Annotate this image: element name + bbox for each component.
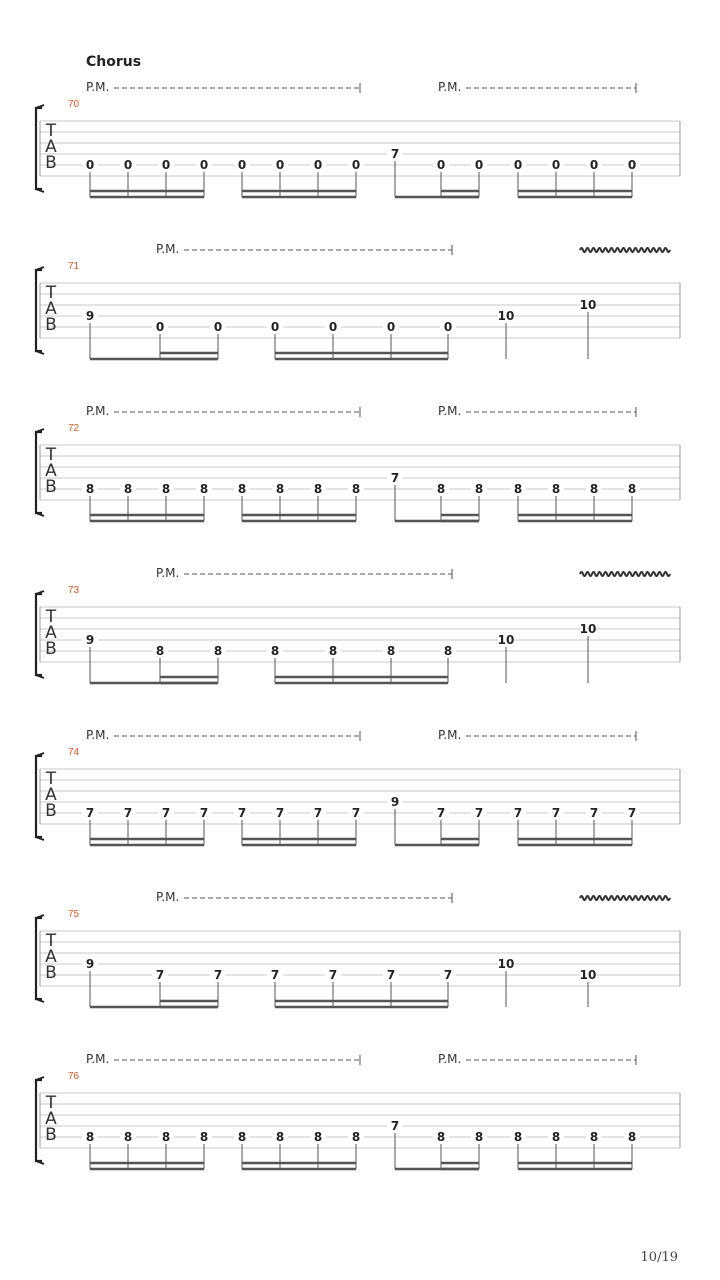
fret-number: 0 xyxy=(199,158,209,172)
fret-number: 7 xyxy=(351,806,361,820)
fret-number: 10 xyxy=(579,622,597,636)
fret-number: 0 xyxy=(213,320,223,334)
fret-number: 7 xyxy=(390,471,400,485)
fret-number: 8 xyxy=(199,1130,209,1144)
fret-number: 8 xyxy=(351,482,361,496)
fret-number: 0 xyxy=(313,158,323,172)
fret-number: 7 xyxy=(513,806,523,820)
fret-number: 7 xyxy=(436,806,446,820)
palm-mute-label: P.M. xyxy=(156,566,180,580)
system-bracket xyxy=(36,756,42,837)
fret-number: 0 xyxy=(123,158,133,172)
tab-clef-letter: A xyxy=(45,461,57,481)
fret-number: 7 xyxy=(386,968,396,982)
fret-number: 0 xyxy=(270,320,280,334)
fret-number: 9 xyxy=(85,309,95,323)
fret-number: 8 xyxy=(436,482,446,496)
fret-number: 0 xyxy=(627,158,637,172)
fret-number: 0 xyxy=(386,320,396,334)
fret-number: 8 xyxy=(123,1130,133,1144)
fret-number: 7 xyxy=(328,968,338,982)
tab-clef-letter: A xyxy=(45,623,57,643)
fret-number: 8 xyxy=(270,644,280,658)
tab-system xyxy=(36,890,680,1007)
palm-mute-label: P.M. xyxy=(86,404,110,418)
bracket-bottom-hook xyxy=(36,513,44,516)
fret-number: 0 xyxy=(443,320,453,334)
fret-number: 8 xyxy=(161,482,171,496)
system-bracket xyxy=(36,432,42,513)
tab-system xyxy=(36,242,680,359)
fret-number: 0 xyxy=(436,158,446,172)
bracket-top-hook xyxy=(36,267,44,270)
fret-number: 7 xyxy=(474,806,484,820)
vibrato-mark xyxy=(580,248,670,252)
fret-number: 8 xyxy=(627,482,637,496)
fret-number: 8 xyxy=(513,482,523,496)
tab-system xyxy=(36,566,680,683)
bracket-top-hook xyxy=(36,753,44,756)
fret-number: 8 xyxy=(589,482,599,496)
bracket-top-hook xyxy=(36,429,44,432)
bracket-bottom-hook xyxy=(36,351,44,354)
fret-number: 9 xyxy=(390,795,400,809)
palm-mute-label: P.M. xyxy=(156,890,180,904)
fret-number: 8 xyxy=(237,1130,247,1144)
fret-number: 9 xyxy=(85,957,95,971)
palm-mute-label: P.M. xyxy=(86,80,110,94)
fret-number: 7 xyxy=(390,147,400,161)
fret-number: 8 xyxy=(551,482,561,496)
tab-system xyxy=(36,80,680,197)
fret-number: 8 xyxy=(85,482,95,496)
measure-number: 73 xyxy=(68,585,80,596)
fret-number: 7 xyxy=(313,806,323,820)
fret-number: 7 xyxy=(85,806,95,820)
fret-number: 0 xyxy=(328,320,338,334)
fret-number: 7 xyxy=(589,806,599,820)
system-bracket xyxy=(36,270,42,351)
fret-number: 7 xyxy=(551,806,561,820)
fret-number: 10 xyxy=(497,957,515,971)
tab-system xyxy=(36,404,680,521)
fret-number: 0 xyxy=(85,158,95,172)
fret-number: 8 xyxy=(313,482,323,496)
tab-system xyxy=(36,1052,680,1169)
fret-number: 8 xyxy=(275,482,285,496)
palm-mute-label: P.M. xyxy=(438,728,462,742)
palm-mute-label: P.M. xyxy=(438,1052,462,1066)
tab-clef-letter: A xyxy=(45,1109,57,1129)
measure-number: 71 xyxy=(68,261,80,272)
bracket-top-hook xyxy=(36,591,44,594)
fret-number: 8 xyxy=(589,1130,599,1144)
fret-number: 7 xyxy=(161,806,171,820)
fret-number: 7 xyxy=(275,806,285,820)
palm-mute-label: P.M. xyxy=(438,80,462,94)
tab-clef-letter: A xyxy=(45,785,57,805)
tab-clef-letter: B xyxy=(45,1125,57,1145)
fret-number: 10 xyxy=(497,309,515,323)
bracket-top-hook xyxy=(36,1077,44,1080)
tab-clef-letter: T xyxy=(45,283,57,303)
tab-clef-letter: B xyxy=(45,639,57,659)
bracket-bottom-hook xyxy=(36,1161,44,1164)
tab-clef-letter: B xyxy=(45,153,57,173)
system-bracket xyxy=(36,918,42,999)
system-bracket xyxy=(36,594,42,675)
fret-number: 8 xyxy=(161,1130,171,1144)
tab-clef-letter: A xyxy=(45,137,57,157)
fret-number: 10 xyxy=(497,633,515,647)
fret-number: 8 xyxy=(443,644,453,658)
tab-clef-letter: B xyxy=(45,315,57,335)
bracket-bottom-hook xyxy=(36,675,44,678)
fret-number: 8 xyxy=(85,1130,95,1144)
fret-number: 0 xyxy=(474,158,484,172)
fret-number: 8 xyxy=(199,482,209,496)
measure-number: 74 xyxy=(68,747,80,758)
fret-number: 7 xyxy=(237,806,247,820)
tab-clef-letter: B xyxy=(45,477,57,497)
fret-number: 8 xyxy=(313,1130,323,1144)
fret-number: 8 xyxy=(436,1130,446,1144)
palm-mute-label: P.M. xyxy=(86,1052,110,1066)
fret-number: 8 xyxy=(551,1130,561,1144)
fret-number: 7 xyxy=(627,806,637,820)
tab-clef-letter: T xyxy=(45,607,57,627)
fret-number: 8 xyxy=(275,1130,285,1144)
fret-number: 0 xyxy=(551,158,561,172)
tab-clef-letter: T xyxy=(45,121,57,141)
fret-number: 10 xyxy=(579,298,597,312)
bracket-bottom-hook xyxy=(36,837,44,840)
tab-clef-letter: T xyxy=(45,769,57,789)
vibrato-mark xyxy=(580,572,670,576)
fret-number: 8 xyxy=(386,644,396,658)
fret-number: 8 xyxy=(237,482,247,496)
fret-number: 0 xyxy=(161,158,171,172)
fret-number: 10 xyxy=(579,968,597,982)
tab-clef-letter: A xyxy=(45,947,57,967)
fret-number: 8 xyxy=(513,1130,523,1144)
fret-number: 7 xyxy=(155,968,165,982)
page-number: 10/19 xyxy=(640,1250,678,1265)
tab-system xyxy=(36,728,680,845)
system-bracket xyxy=(36,108,42,189)
vibrato-mark xyxy=(580,896,670,900)
measure-number: 72 xyxy=(68,423,80,434)
fret-number: 0 xyxy=(513,158,523,172)
fret-number: 0 xyxy=(589,158,599,172)
fret-number: 9 xyxy=(85,633,95,647)
section-title: Chorus xyxy=(86,54,142,70)
fret-number: 8 xyxy=(328,644,338,658)
palm-mute-label: P.M. xyxy=(438,404,462,418)
tab-clef-letter: B xyxy=(45,801,57,821)
fret-number: 8 xyxy=(213,644,223,658)
palm-mute-label: P.M. xyxy=(86,728,110,742)
fret-number: 7 xyxy=(443,968,453,982)
bracket-bottom-hook xyxy=(36,999,44,1002)
fret-number: 8 xyxy=(123,482,133,496)
bracket-top-hook xyxy=(36,105,44,108)
fret-number: 8 xyxy=(474,482,484,496)
system-bracket xyxy=(36,1080,42,1161)
fret-number: 7 xyxy=(390,1119,400,1133)
fret-number: 8 xyxy=(155,644,165,658)
tab-clef-letter: T xyxy=(45,931,57,951)
tab-clef-letter: B xyxy=(45,963,57,983)
fret-number: 7 xyxy=(270,968,280,982)
fret-number: 0 xyxy=(237,158,247,172)
fret-number: 7 xyxy=(199,806,209,820)
fret-number: 0 xyxy=(351,158,361,172)
tab-clef-letter: T xyxy=(45,1093,57,1113)
fret-number: 7 xyxy=(123,806,133,820)
fret-number: 0 xyxy=(155,320,165,334)
tab-clef-letter: T xyxy=(45,445,57,465)
fret-number: 8 xyxy=(627,1130,637,1144)
measure-number: 75 xyxy=(68,909,80,920)
measure-number: 76 xyxy=(68,1071,80,1082)
tab-clef-letter: A xyxy=(45,299,57,319)
fret-number: 8 xyxy=(474,1130,484,1144)
fret-number: 7 xyxy=(213,968,223,982)
fret-number: 0 xyxy=(275,158,285,172)
measure-number: 70 xyxy=(68,99,80,110)
fret-number: 8 xyxy=(351,1130,361,1144)
bracket-bottom-hook xyxy=(36,189,44,192)
palm-mute-label: P.M. xyxy=(156,242,180,256)
bracket-top-hook xyxy=(36,915,44,918)
